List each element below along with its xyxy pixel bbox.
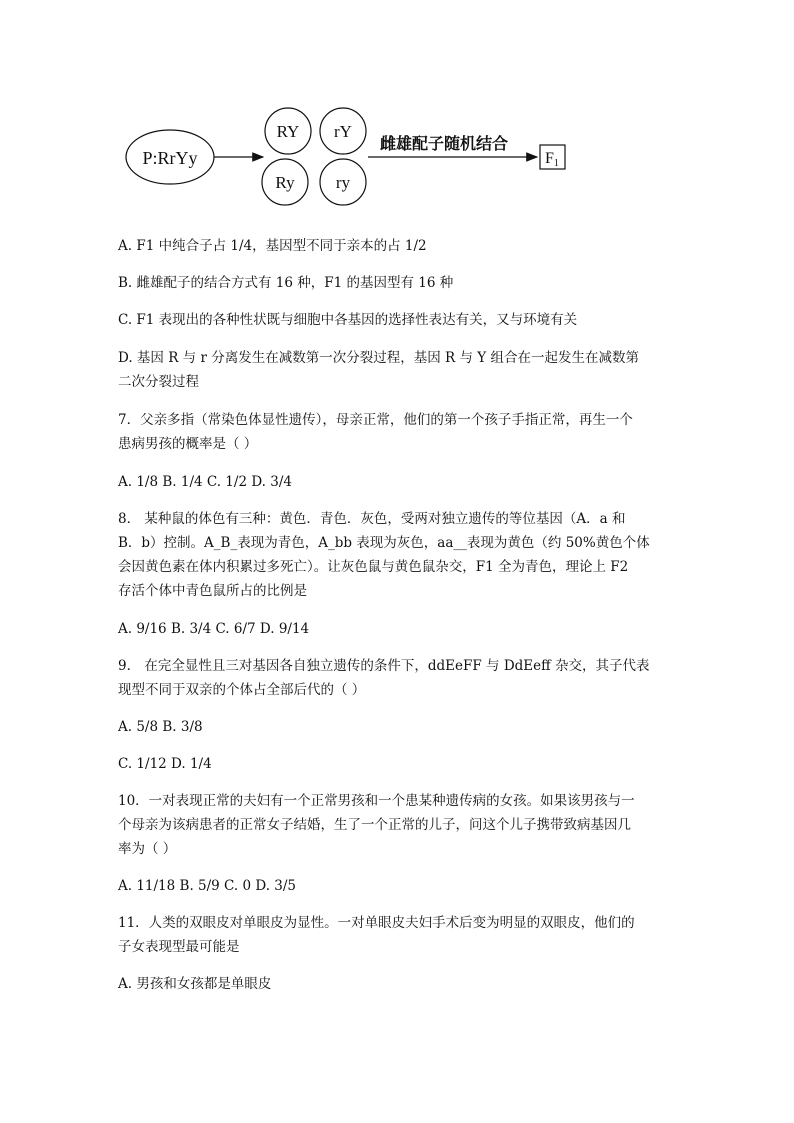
line-22: 11．人类的双眼皮对单眼皮为显性。一对单眼皮夫妇手术后变为明显的双眼皮，他们的: [118, 915, 635, 931]
parent-label: P:RrYy: [142, 148, 198, 168]
line-18: 10．一对表现正常的夫妇有一个正常男孩和一个患某种遗传病的女孩。如果该男孩与一: [118, 793, 635, 809]
line-1: A. F1 中纯合子占 1/4，基因型不同于亲本的占 1/2: [118, 238, 427, 254]
line-4: D. 基因 R 与 r 分离发生在减数第一次分裂过程，基因 R 与 Y 组合在一起发生在减数第: [118, 350, 639, 366]
line-16: A. 5/8 B. 3/8: [118, 719, 203, 735]
line-10: B．b）控制。A_B_表现为青色，A_bb 表现为灰色，aa__表现为黄色（约 50%黄色个体: [118, 535, 650, 551]
line-17: C. 1/12 D. 1/4: [118, 756, 212, 772]
line-2: B. 雌雄配子的结合方式有 16 种，F1 的基因型有 16 种: [118, 275, 454, 291]
offspring-label: F1: [545, 150, 559, 169]
line-9: 8． 某种鼠的体色有三种：黄色．青色．灰色，受两对独立遗传的等位基因（A．a 和: [118, 511, 626, 527]
line-13: A. 9/16 B. 3/4 C. 6/7 D. 9/14: [118, 621, 310, 637]
gamete-diagram: [0, 0, 794, 220]
gamete-label-ry: ry: [335, 173, 351, 192]
gamete-label-Ry: Ry: [275, 173, 295, 192]
line-12: 存活个体中青色鼠所占的比例是: [118, 583, 307, 599]
line-24: A. 男孩和女孩都是单眼皮: [118, 976, 272, 992]
line-21: A. 11/18 B. 5/9 C. 0 D. 3/5: [118, 878, 297, 894]
line-3: C. F1 表现出的各种性状既与细胞中各基因的选择性表达有关，又与环境有关: [118, 312, 578, 328]
gamete-label-RY: RY: [276, 122, 300, 141]
line-20: 率为（ ）: [118, 841, 177, 857]
arrow-label: 雌雄配子随机结合: [380, 136, 509, 153]
line-8: A. 1/8 B. 1/4 C. 1/2 D. 3/4: [118, 474, 292, 490]
line-7: 患病男孩的概率是（ ）: [118, 436, 258, 452]
line-15: 现型不同于双亲的个体占全部后代的（ ）: [118, 682, 366, 698]
line-23: 子女表现型最可能是: [118, 939, 240, 955]
line-14: 9． 在完全显性且三对基因各自独立遗传的条件下，ddEeFF 与 DdEeff 杂交，其子代表: [118, 658, 650, 674]
line-6: 7．父亲多指（常染色体显性遗传），母亲正常，他们的第一个孩子手指正常，再生一个: [118, 412, 633, 428]
line-11: 会因黄色素在体内积累过多死亡）。让灰色鼠与黄色鼠杂交，F1 全为青色，理论上 F2: [118, 559, 629, 575]
gamete-label-rY: rY: [334, 122, 352, 141]
line-19: 个母亲为该病患者的正常女子结婚，生了一个正常的儿子，问这个儿子携带致病基因几: [118, 817, 631, 833]
line-5: 二次分裂过程: [118, 374, 199, 390]
